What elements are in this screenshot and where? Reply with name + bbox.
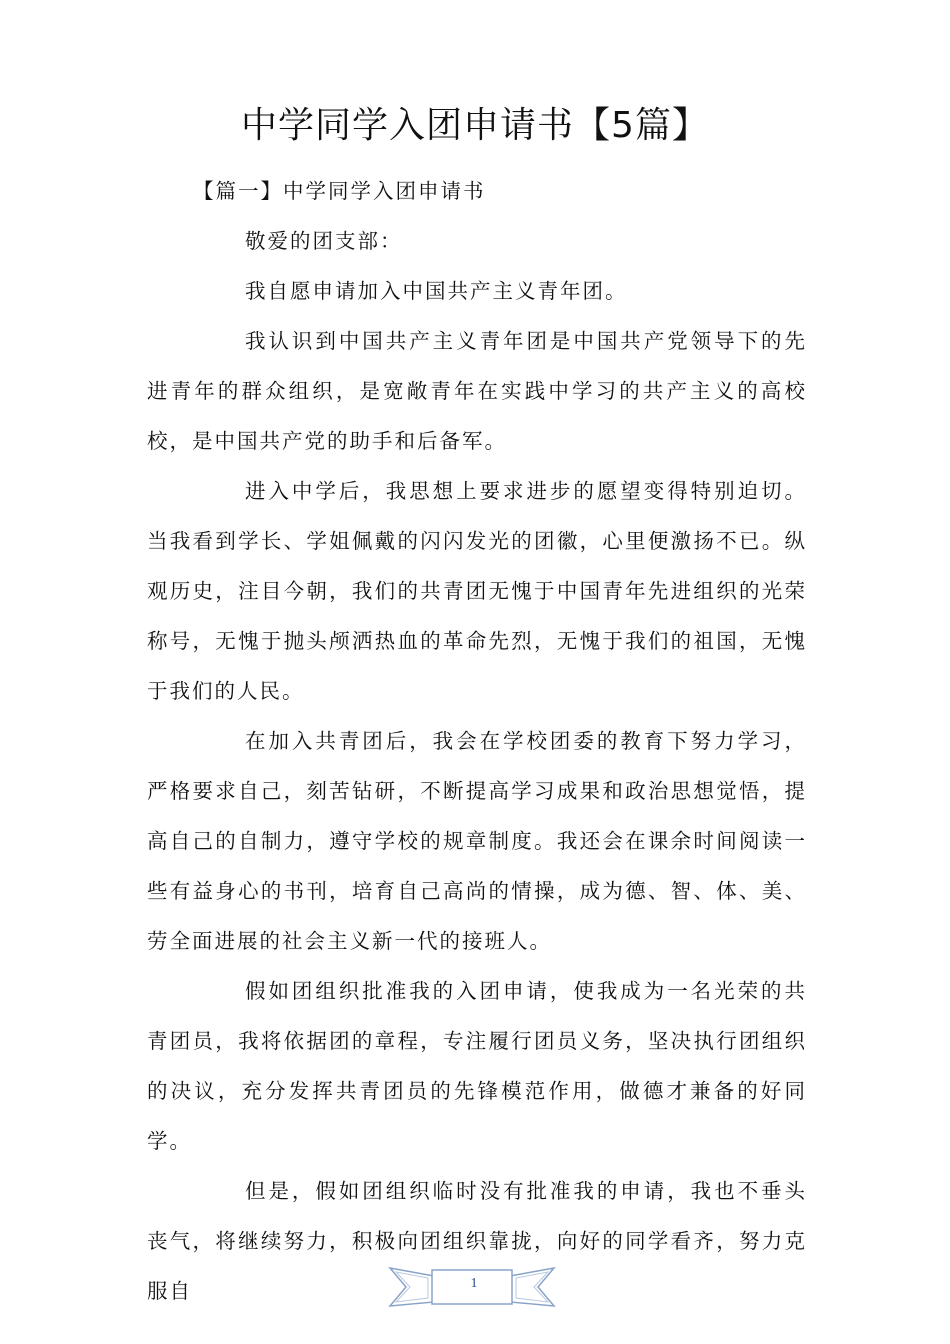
paragraph: 进入中学后，我思想上要求进步的愿望变得特别迫切。当我看到学长、学姐佩戴的闪闪发光的团徽，心里便激扬不已。纵观历史，注目今朝，我们的共青团无愧于中国青年先进组织的光荣称号，无愧于抛头颅洒热血的革命先烈，无愧于我们的祖国，无愧于我们的人民。 [147,479,807,703]
page-number: 1 [470,1276,478,1291]
paragraph: 在加入共青团后，我会在学校团委的教育下努力学习，严格要求自己，刻苦钻研，不断提高学习成果和政治思想觉悟，提高自己的自制力，遵守学校的规章制度。我还会在课余时间阅读一些有益身心的书刊，培育自己高尚的情操，成为德、智、体、美、劳全面进展的社会主义新一代的接班人。 [147,729,807,953]
section-heading: 【篇一】中学同学入团申请书 [193,179,486,203]
paragraph: 我自愿申请加入中国共产主义青年团。 [245,279,628,303]
document-body [147,166,807,1316]
page-footer [388,1262,556,1310]
page-title: 中学同学入团申请书【5篇】 [241,105,709,146]
paragraph: 但是，假如团组织临时没有批准我的申请，我也不垂头丧气，将继续努力，积极向团组织靠拢，向好的同学看齐，努力克服自 [147,1179,807,1303]
salutation: 敬爱的团支部： [245,229,403,253]
paragraph: 我认识到中国共产主义青年团是中国共产党领导下的先进青年的群众组织，是宽敞青年在实践中学习的共产主义的高校校，是中国共产党的助手和后备军。 [147,329,807,453]
paragraph: 假如团组织批准我的入团申请，使我成为一名光荣的共青团员，我将依据团的章程，专注履行团员义务，坚决执行团组织的决议，充分发挥共青团员的先锋模范作用，做德才兼备的好同学。 [147,979,807,1153]
